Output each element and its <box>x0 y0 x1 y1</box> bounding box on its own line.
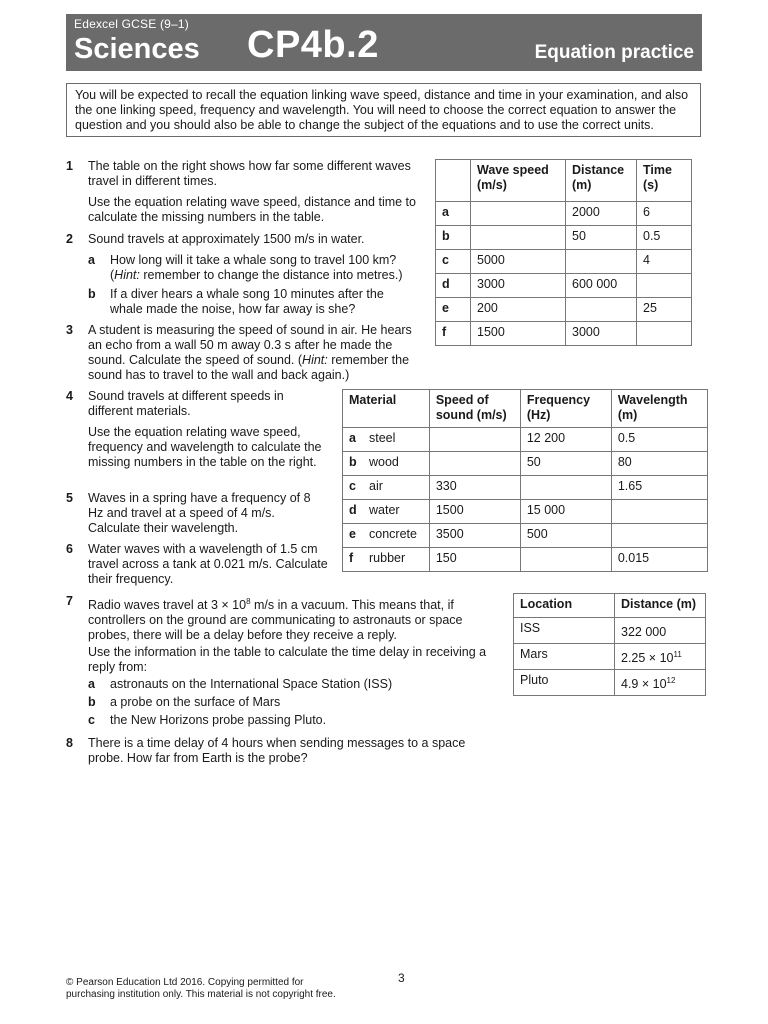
row-label: c <box>436 250 471 274</box>
question-number-5: 5 <box>66 491 73 505</box>
question-number-8: 8 <box>66 736 73 750</box>
question-4-instruction: Use the equation relating wave speed, frequency and wavelength to calculate the missing numbers in the table on the right. <box>88 425 322 469</box>
question-7-text: Radio waves travel at $3 \times 10^8$ m/s in a vacuum. This means that, if controllers on the ground are communicating to astronauts or space probes, there will be a delay before they receive a reply. <box>88 597 463 643</box>
table-header-frequency: Frequency (Hz) <box>520 390 611 428</box>
question-5-text: Waves in a spring have a frequency of 8 Hz and travel at a speed of 4 m/s. Calculate their wavelength. <box>88 491 311 535</box>
question-6-text: Water waves with a wavelength of 1.5 cm travel across a tank at 0.021 m/s. Calculate their frequency. <box>88 542 328 586</box>
question-7a-text: astronauts on the International Space Station (ISS) <box>110 677 393 691</box>
wavelength-cell <box>611 500 707 524</box>
table-row <box>343 524 708 548</box>
wavelength-cell: 0.015 <box>611 548 707 572</box>
question-8-text: There is a time delay of 4 hours when sending messages to a space probe. How far from Earth is the probe? <box>88 736 466 765</box>
row-label: f <box>343 548 364 572</box>
location-cell: Mars <box>514 644 615 670</box>
distance-cell <box>566 250 637 274</box>
frequency-cell <box>520 548 611 572</box>
question-number-7: 7 <box>66 594 73 608</box>
distance-cell: 3000 <box>566 322 637 346</box>
question-1-text: The table on the right shows how far some different waves travel in different times. <box>88 159 411 188</box>
distance-cell: $4.9 \times 10^{12}$ <box>615 670 706 696</box>
table-row <box>436 298 692 322</box>
speed-cell: 5000 <box>471 250 566 274</box>
row-label: f <box>436 322 471 346</box>
distance-cell: 322 000 <box>615 618 706 644</box>
question-number-1: 1 <box>66 159 73 173</box>
row-label: c <box>343 476 364 500</box>
material-cell: wood <box>363 452 429 476</box>
table-header-distance: Distance (m) <box>615 594 706 618</box>
location-cell: Pluto <box>514 670 615 696</box>
table-header-wavelength: Wavelength (m) <box>611 390 707 428</box>
question-2a-label: a <box>88 253 95 267</box>
footer-line-1: © Pearson Education Ltd 2016. Copying permitted for <box>66 977 304 988</box>
wavelength-cell: 80 <box>611 452 707 476</box>
question-number-4: 4 <box>66 389 73 403</box>
location-cell: ISS <box>514 618 615 644</box>
distance-cell: 600 000 <box>566 274 637 298</box>
frequency-cell <box>520 476 611 500</box>
table-row <box>343 428 708 452</box>
wavelength-cell: 0.5 <box>611 428 707 452</box>
sound-speed-table <box>342 389 708 572</box>
intro-box: You will be expected to recall the equation linking wave speed, distance and time in your examination, and also the one linking speed, frequency and wavelength. You will need to choose the correct equation to answer the question and you should also be able to change the subject of the equations and to use the correct units. <box>66 83 701 137</box>
worksheet-code: CP4b.2 <box>247 24 379 66</box>
question-7b-label: b <box>88 695 96 709</box>
table-row <box>436 226 692 250</box>
speed-cell <box>429 428 520 452</box>
frequency-cell: 12 200 <box>520 428 611 452</box>
time-cell <box>637 322 692 346</box>
frequency-cell: 15 000 <box>520 500 611 524</box>
wavelength-cell <box>611 524 707 548</box>
table-row <box>343 476 708 500</box>
table-row <box>436 274 692 298</box>
time-cell <box>637 274 692 298</box>
table-row <box>514 618 706 644</box>
question-2-text: Sound travels at approximately 1500 m/s in water. <box>88 232 365 246</box>
page-number: 3 <box>398 971 405 985</box>
table-row <box>343 548 708 572</box>
worksheet-subtitle: Equation practice <box>534 42 694 63</box>
distance-cell <box>566 298 637 322</box>
speed-cell <box>471 226 566 250</box>
distance-cell: $2.25 \times 10^{11}$ <box>615 644 706 670</box>
time-cell: 25 <box>637 298 692 322</box>
table-header-location: Location <box>514 594 615 618</box>
question-7c-text: the New Horizons probe passing Pluto. <box>110 713 327 727</box>
question-number-2: 2 <box>66 232 73 246</box>
time-cell: 4 <box>637 250 692 274</box>
distance-cell: 50 <box>566 226 637 250</box>
material-cell: air <box>363 476 429 500</box>
table-header-label <box>436 160 471 202</box>
question-1-instruction: Use the equation relating wave speed, distance and time to calculate the missing numbers in the table. <box>88 195 416 224</box>
brand-small: Edexcel GCSE (9–1) <box>74 17 189 31</box>
speed-cell: 1500 <box>471 322 566 346</box>
row-label: e <box>343 524 364 548</box>
page-header <box>66 14 702 71</box>
table-row <box>436 202 692 226</box>
question-number-3: 3 <box>66 323 73 337</box>
table-row <box>514 670 706 696</box>
speed-cell <box>471 202 566 226</box>
question-7c-label: c <box>88 713 95 727</box>
row-label: d <box>343 500 364 524</box>
speed-cell: 330 <box>429 476 520 500</box>
question-7b-text: a probe on the surface of Mars <box>110 695 281 709</box>
row-label: e <box>436 298 471 322</box>
row-label: a <box>343 428 364 452</box>
material-cell: water <box>363 500 429 524</box>
table-row <box>343 500 708 524</box>
speed-cell: 3500 <box>429 524 520 548</box>
question-2b-text: If a diver hears a whale song 10 minutes after the whale made the noise, how far away is she? <box>110 287 384 316</box>
wavelength-cell: 1.65 <box>611 476 707 500</box>
speed-cell: 3000 <box>471 274 566 298</box>
speed-cell <box>429 452 520 476</box>
speed-cell: 200 <box>471 298 566 322</box>
table-row <box>436 250 692 274</box>
row-label: b <box>436 226 471 250</box>
table-row <box>343 452 708 476</box>
table-header-time: Time (s) <box>637 160 692 202</box>
distance-cell: 2000 <box>566 202 637 226</box>
question-3-text: A student is measuring the speed of sound in air. He hears an echo from a wall 50 m away 0.3 s after he made the sound. Calculate the speed of sound. (Hint: remember the sound has to travel to the wall and back again.) <box>88 323 412 382</box>
wave-speed-table <box>435 159 692 346</box>
row-label: b <box>343 452 364 476</box>
material-cell: steel <box>363 428 429 452</box>
question-2b-label: b <box>88 287 96 301</box>
distance-table <box>513 593 706 696</box>
speed-cell: 150 <box>429 548 520 572</box>
table-header-speed: Speed of sound (m/s) <box>429 390 520 428</box>
footer-line-2: purchasing institution only. This material is not copyright free. <box>66 989 336 1000</box>
frequency-cell: 50 <box>520 452 611 476</box>
table-row <box>436 322 692 346</box>
time-cell: 6 <box>637 202 692 226</box>
time-cell: 0.5 <box>637 226 692 250</box>
table-header-wave-speed: Wave speed (m/s) <box>471 160 566 202</box>
question-7-instruction: Use the information in the table to calculate the time delay in receiving a reply from: <box>88 645 487 674</box>
frequency-cell: 500 <box>520 524 611 548</box>
speed-cell: 1500 <box>429 500 520 524</box>
question-7a-label: a <box>88 677 95 691</box>
material-cell: concrete <box>363 524 429 548</box>
brand-title: Sciences <box>74 33 200 65</box>
question-number-6: 6 <box>66 542 73 556</box>
material-cell: rubber <box>363 548 429 572</box>
table-header-material: Material <box>343 390 430 428</box>
table-row <box>514 644 706 670</box>
question-4-text: Sound travels at different speeds in different materials. <box>88 389 284 418</box>
question-2a-text: How long will it take a whale song to travel 100 km? (Hint: remember to change the distance into metres.) <box>110 253 403 282</box>
row-label: d <box>436 274 471 298</box>
row-label: a <box>436 202 471 226</box>
copyright-footer <box>66 977 336 1001</box>
table-header-distance: Distance (m) <box>566 160 637 202</box>
